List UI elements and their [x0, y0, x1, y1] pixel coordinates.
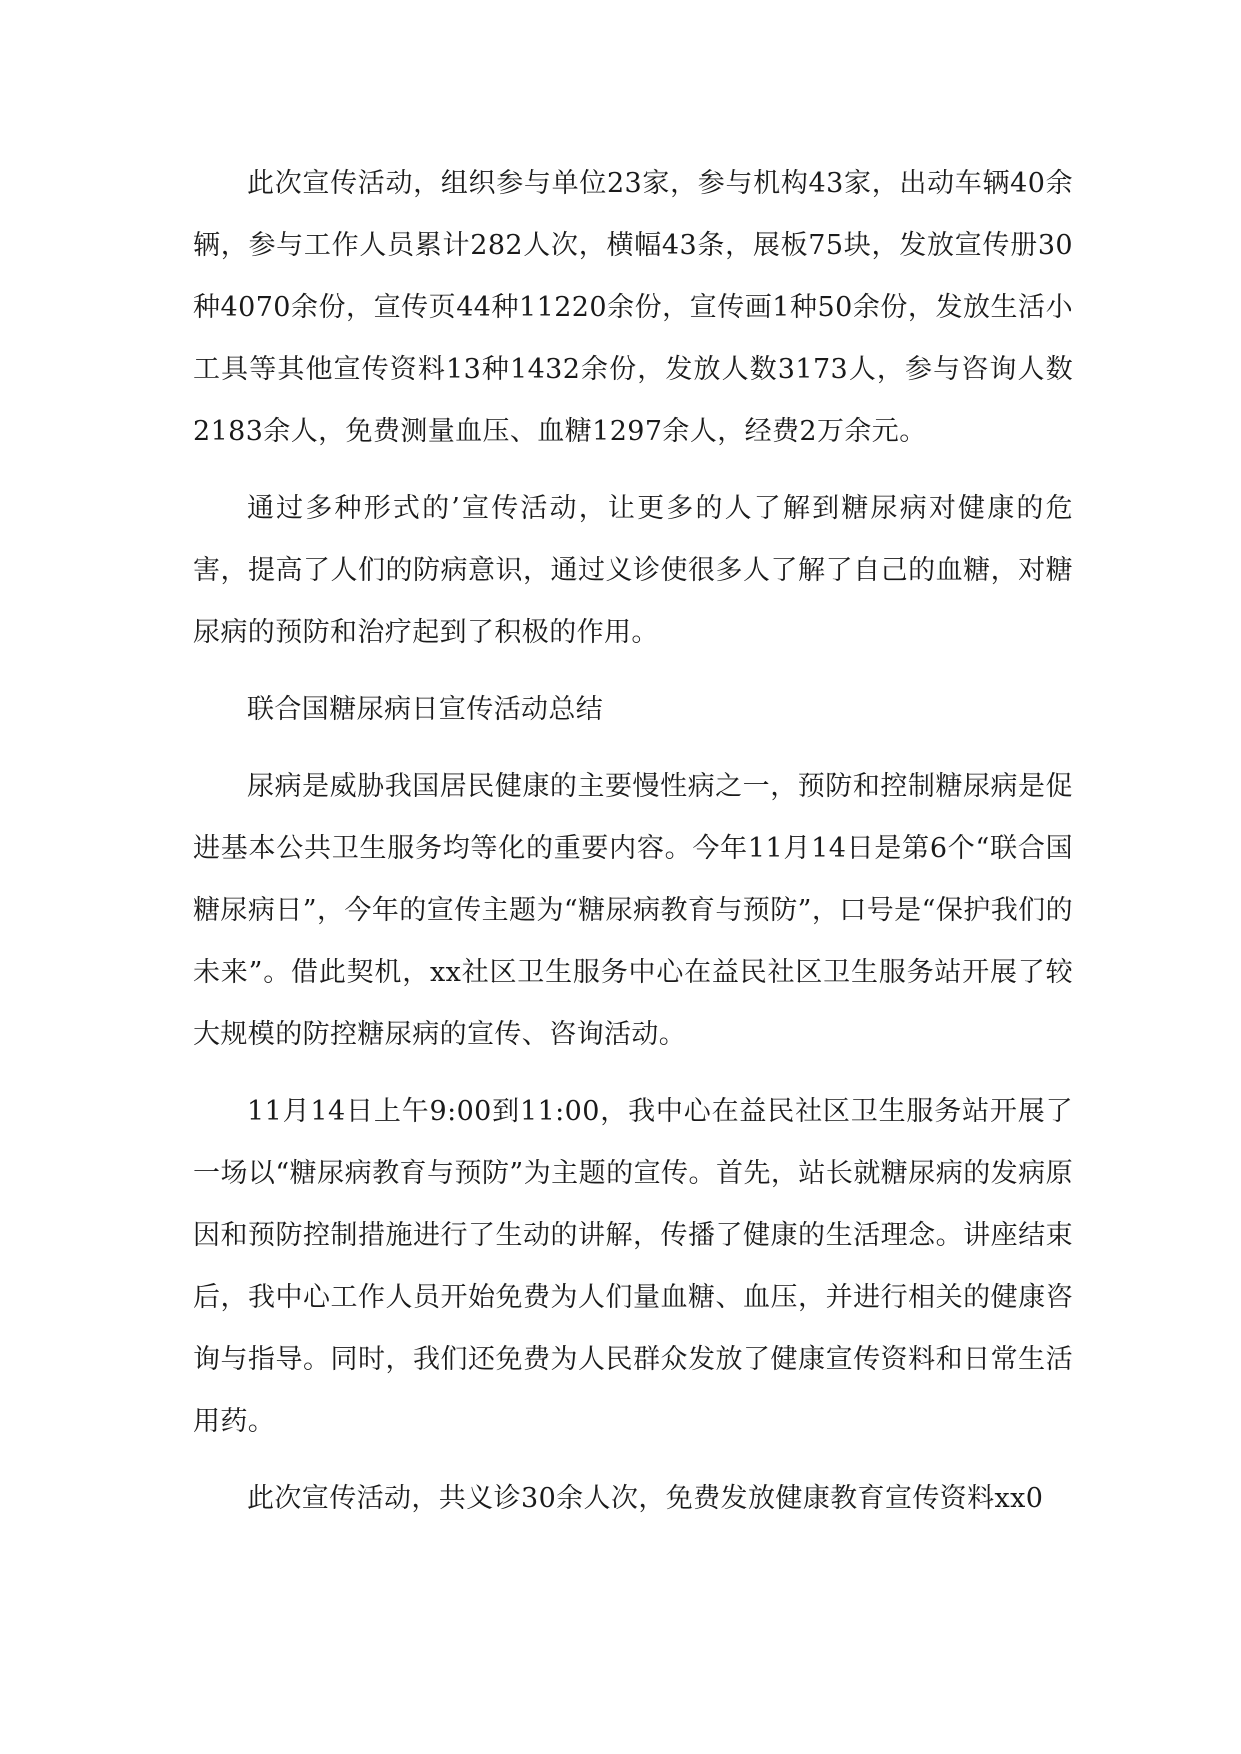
section-heading: 联合国糖尿病日宣传活动总结: [247, 694, 604, 725]
paragraph-background: 尿病是威胁我国居民健康的主要慢性病之一，预防和控制糖尿病是促进基本公共卫生服务均等化的重要内容。今年11月14日是第6个“联合国糖尿病日”，今年的宣传主题为“糖尿病教育与预防”，口号是“保护我们的未来”。借此契机，xx社区卫生服务中心在益民社区卫生服务站开展了较大规模的防控糖尿病的宣传、咨询活动。: [193, 771, 1073, 1050]
paragraph-summary-start: 此次宣传活动，共义诊30余人次，免费发放健康教育宣传资料xx0: [247, 1483, 1044, 1514]
paragraph-activity-statistics: 此次宣传活动，组织参与单位23家，参与机构43家，出动车辆40余辆，参与工作人员累计282人次，横幅43条，展板75块，发放宣传册30种4070余份，宣传页44种11220余份，宣传画1种50余份，发放生活小工具等其他宣传资料13种1432余份，发放人数3173人，参与咨询人数2183余人，免费测量血压、血糖1297余人，经费2万余元。: [193, 168, 1073, 447]
document-body: [193, 153, 1073, 1545]
paragraph-activity-effect: 通过多种形式的’宣传活动，让更多的人了解到糖尿病对健康的危害，提高了人们的防病意识，通过义诊使很多人了解了自己的血糖，对糖尿病的预防和治疗起到了积极的作用。: [193, 493, 1073, 648]
paragraph-event-details: 11月14日上午9:00到11:00，我中心在益民社区卫生服务站开展了一场以“糖尿病教育与预防”为主题的宣传。首先，站长就糖尿病的发病原因和预防控制措施进行了生动的讲解，传播了健康的生活理念。讲座结束后，我中心工作人员开始免费为人们量血糖、血压，并进行相关的健康咨询与指导。同时，我们还免费为人民群众发放了健康宣传资料和日常生活用药。: [193, 1096, 1073, 1437]
